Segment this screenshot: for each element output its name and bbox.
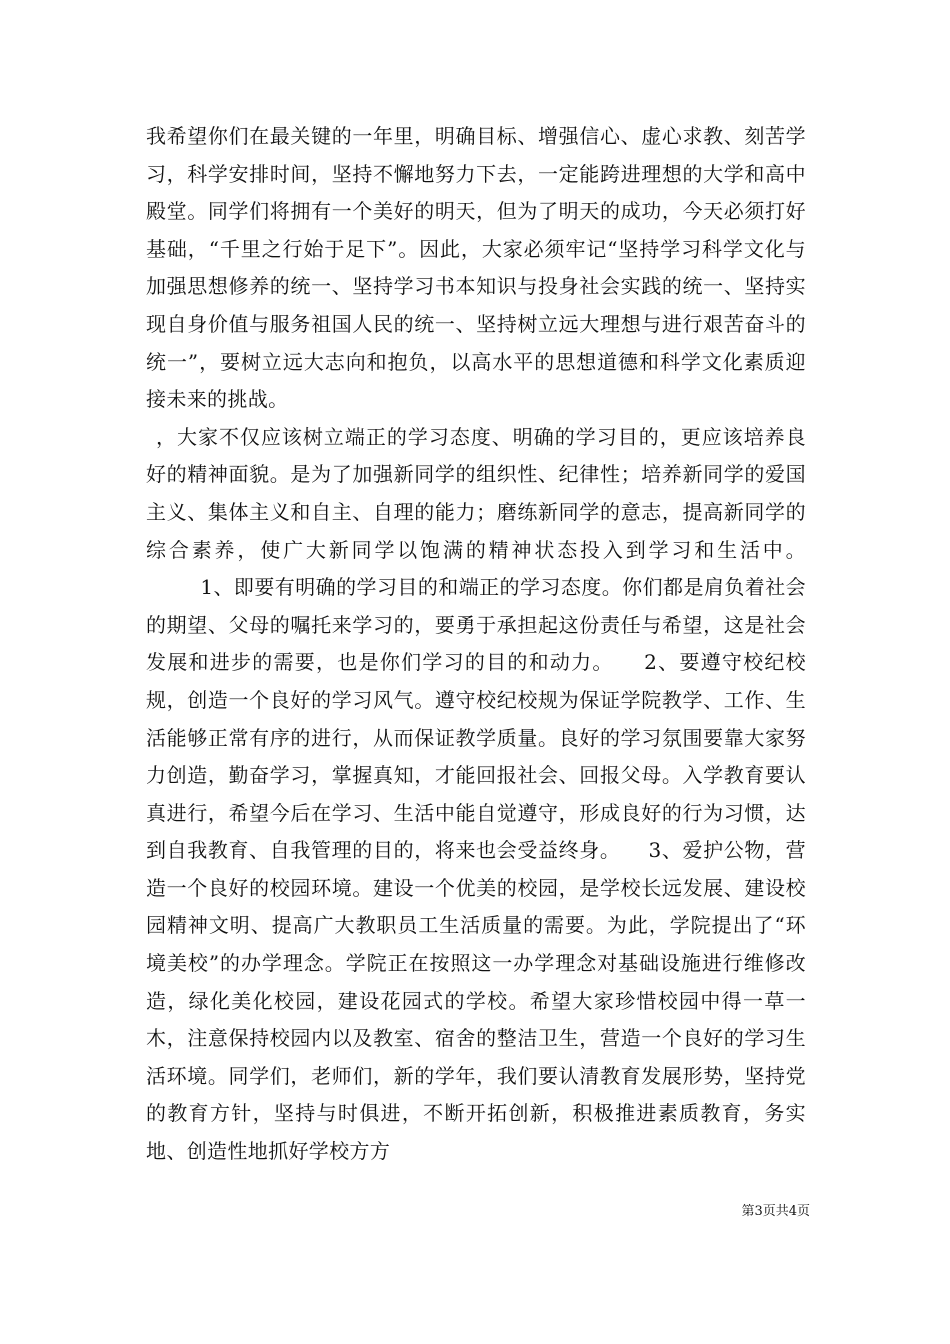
paragraph-1: 我希望你们在最关键的一年里，明确目标、增强信心、虚心求教、刻苦学习，科学安排时间，坚持不懈地努力下去，一定能跨进理想的大学和高中殿堂。同学们将拥有一个美好的明天，但为了明天的成功，今天必须打好基础，“千里之行始于足下”。因此，大家必须牢记“坚持学习科学文化与加强思想修养的统一、坚持学习书本知识与投身社会实践的统一、坚持实现自身价值与服务祖国人民的统一、坚持树立远大理想与进行艰苦奋斗的统一”，要树立远大志向和抱负，以高水平的思想道德和科学文化素质迎接未来的挑战。 <box>146 124 806 412</box>
paragraph-2-intro: ，大家不仅应该树立端正的学习态度、明确的学习目的，更应该培养良好的精神面貌。是为了加强新同学的组织性、纪律性；培养新同学的爱国主义、集体主义和自主、自理的能力；磨练新同学的意志，提高新同学的综合素养，使广大新同学以饱满的精神状态投入到学习和生活中。 <box>146 424 806 562</box>
paragraph-2-point-2: 2、要遵守校纪校规，创造一个良好的学习风气。遵守校纪校规为保证学院教学、工作、生活能够正常有序的进行，从而保证教学质量。良好的学习氛围要靠大家努力创造，勤奋学习，掌握真知，才能回报社会、回报父母。入学教育要认真进行，希望今后在学习、生活中能自觉遵守，形成良好的行为习惯，达到自我教育、自我管理的目的，将来也会受益终身。 <box>146 650 806 863</box>
paragraph-2-point-1: 1、即要有明确的学习目的和端正的学习态度。你们都是肩负着社会的期望、父母的嘱托来学习的，要勇于承担起这份责任与希望，这是社会发展和进步的需要，也是你们学习的目的和动力。 <box>146 575 806 675</box>
document-body <box>146 118 806 1171</box>
paragraph-2 <box>146 419 806 1171</box>
paragraph-2-point-3: 3、爱护公物，营造一个良好的校园环境。建设一个优美的校园，是学校长远发展、建设校园精神文明、提高广大教职员工生活质量的需要。为此，学院提出了“环境美校”的办学理念。学院正在按照这一办学理念对基础设施进行维修改造，绿化美化校园，建设花园式的学校。希望大家珍惜校园中得一草一木，注意保持校园内以及教室、宿舍的整洁卫生，营造一个良好的学习生活环境。同学们，老师们，新的学年，我们要认清教育发展形势，坚持党的教育方针，坚持与时俱进，不断开拓创新，积极推进素质教育，务实地、创造性地抓好学校方方 <box>146 838 806 1164</box>
page-number-footer: 第3页共4页 <box>741 1204 810 1219</box>
